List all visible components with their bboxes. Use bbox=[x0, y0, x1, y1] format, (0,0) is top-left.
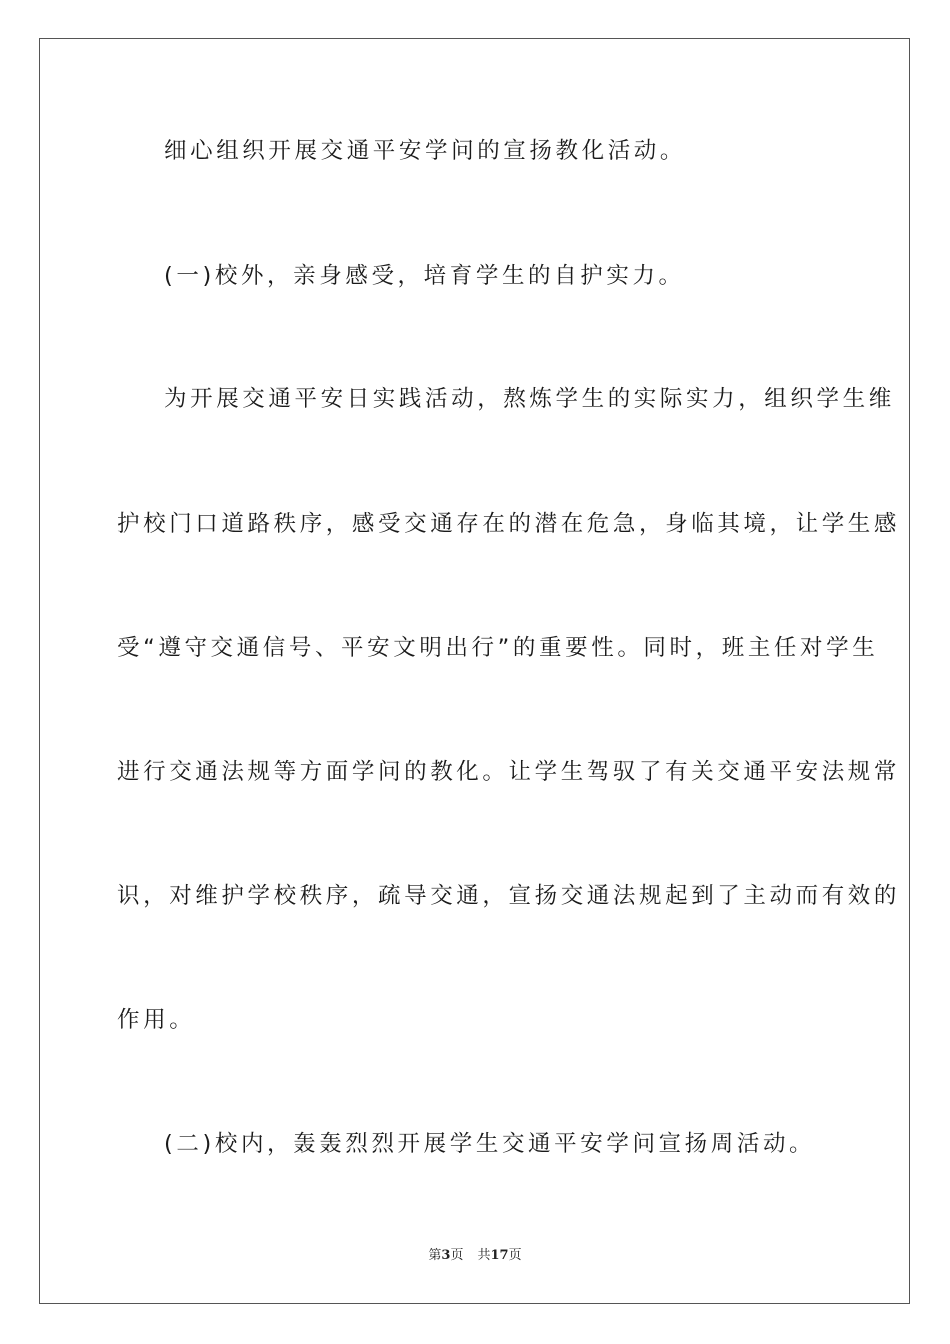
paragraph-line: 识，对维护学校秩序，疏导交通，宣扬交通法规起到了主动而有效的 bbox=[117, 883, 901, 909]
paragraph-line: 护校门口道路秩序，感受交通存在的潜在危急，身临其境，让学生感 bbox=[117, 511, 901, 537]
total-prefix: 共 bbox=[477, 1248, 491, 1263]
paragraph-line: 为开展交通平安日实践活动，熬炼学生的实际实力，组织学生维 bbox=[164, 386, 895, 412]
total-pages: 17 bbox=[490, 1248, 509, 1263]
page-prefix: 第 bbox=[428, 1248, 442, 1263]
page-number: 3 bbox=[441, 1248, 451, 1263]
paragraph-line: 作用。 bbox=[117, 1007, 196, 1033]
paragraph-line: 进行交通法规等方面学问的教化。让学生驾驭了有关交通平安法规常 bbox=[117, 759, 901, 785]
paragraph-line: 受“遵守交通信号、平安文明出行”的重要性。同时，班主任对学生 bbox=[117, 635, 879, 661]
section-heading: (一)校外，亲身感受，培育学生的自护实力。 bbox=[164, 263, 685, 289]
section-heading: (二)校内，轰轰烈烈开展学生交通平安学问宣扬周活动。 bbox=[164, 1131, 816, 1157]
total-suffix: 页 bbox=[508, 1248, 522, 1263]
page-suffix: 页 bbox=[450, 1248, 464, 1263]
page-border bbox=[39, 38, 910, 1304]
paragraph-line: 细心组织开展交通平安学问的宣扬教化活动。 bbox=[164, 138, 687, 164]
page-footer bbox=[0, 1247, 950, 1265]
